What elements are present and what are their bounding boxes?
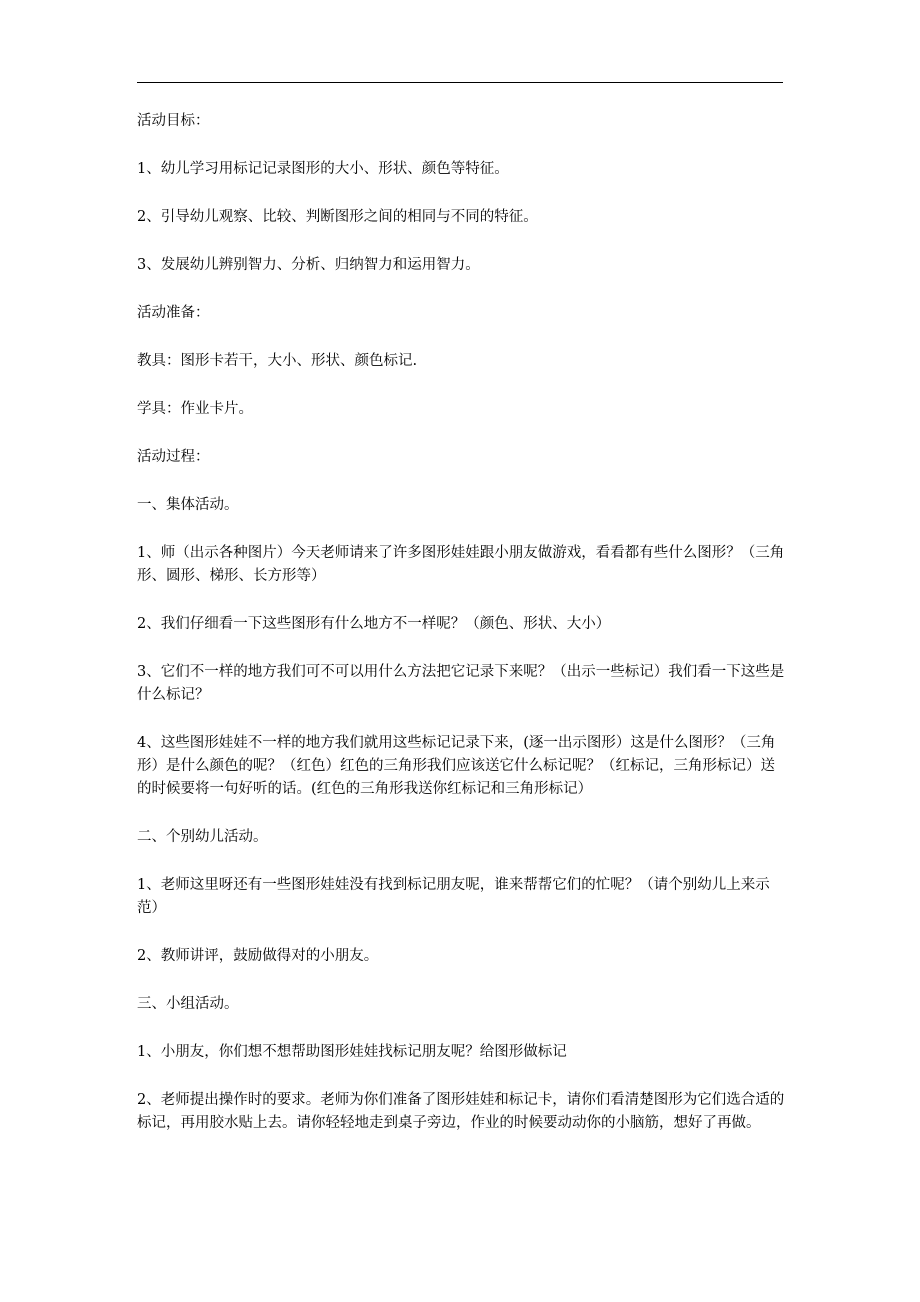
group-step-2: 2、我们仔细看一下这些图形有什么地方不一样呢？（颜色、形状、大小） — [137, 616, 611, 632]
group-step-1: 1、师（出示各种图片）今天老师请来了许多图形娃娃跟小朋友做游戏，看看都有些什么图形？（三角形、圆形、梯形、长方形等） — [137, 545, 785, 584]
header-rule — [137, 82, 783, 83]
group-step-3: 3、它们不一样的地方我们可不可以用什么方法把它记录下来呢？（出示一些标记）我们看一下这些是什么标记？ — [137, 664, 785, 703]
goal-item-2: 2、引导幼儿观察、比较、判断图形之间的相同与不同的特征。 — [137, 209, 538, 225]
section-heading-preparation: 活动准备： — [137, 305, 210, 321]
student-aids: 学具：作业卡片。 — [137, 401, 253, 417]
goal-item-1: 1、幼儿学习用标记记录图形的大小、形状、颜色等特征。 — [137, 161, 509, 177]
section-heading-process: 活动过程： — [137, 449, 210, 465]
small-group-step-1: 1、小朋友，你们想不想帮助图形娃娃找标记朋友呢？给图形做标记 — [137, 1044, 567, 1060]
goal-item-3: 3、发展幼儿辨别智力、分析、归纳智力和运用智力。 — [137, 257, 480, 273]
group-step-4: 4、这些图形娃娃不一样的地方我们就用这些标记记录下来，(逐一出示图形）这是什么图形？（三角形）是什么颜色的呢？（红色）红色的三角形我们应该送它什么标记呢？（红标记，三角形标记）送的时候要将一句好听的话。(红色的三角形我送你红标记和三角形标记） — [137, 735, 776, 797]
small-group-step-2: 2、老师提出操作时的要求。老师为你们准备了图形娃娃和标记卡，请你们看清楚图形为它们选合适的标记，再用胶水贴上去。请你轻轻地走到桌子旁边，作业的时候要动动你的小脑筋，想好了再做。 — [137, 1092, 785, 1131]
subsection-individual-activity: 二、个别幼儿活动。 — [137, 829, 268, 845]
subsection-group-activity: 一、集体活动。 — [137, 497, 239, 513]
section-heading-goals: 活动目标： — [137, 113, 210, 129]
subsection-small-group-activity: 三、小组活动。 — [137, 996, 239, 1012]
document-body — [137, 110, 787, 1160]
teaching-aids: 教具：图形卡若干，大小、形状、颜色标记. — [137, 353, 418, 369]
individual-step-2: 2、教师讲评，鼓励做得对的小朋友。 — [137, 948, 379, 964]
individual-step-1: 1、老师这里呀还有一些图形娃娃没有找到标记朋友呢，谁来帮帮它们的忙呢？（请个别幼儿上来示范） — [137, 877, 770, 916]
